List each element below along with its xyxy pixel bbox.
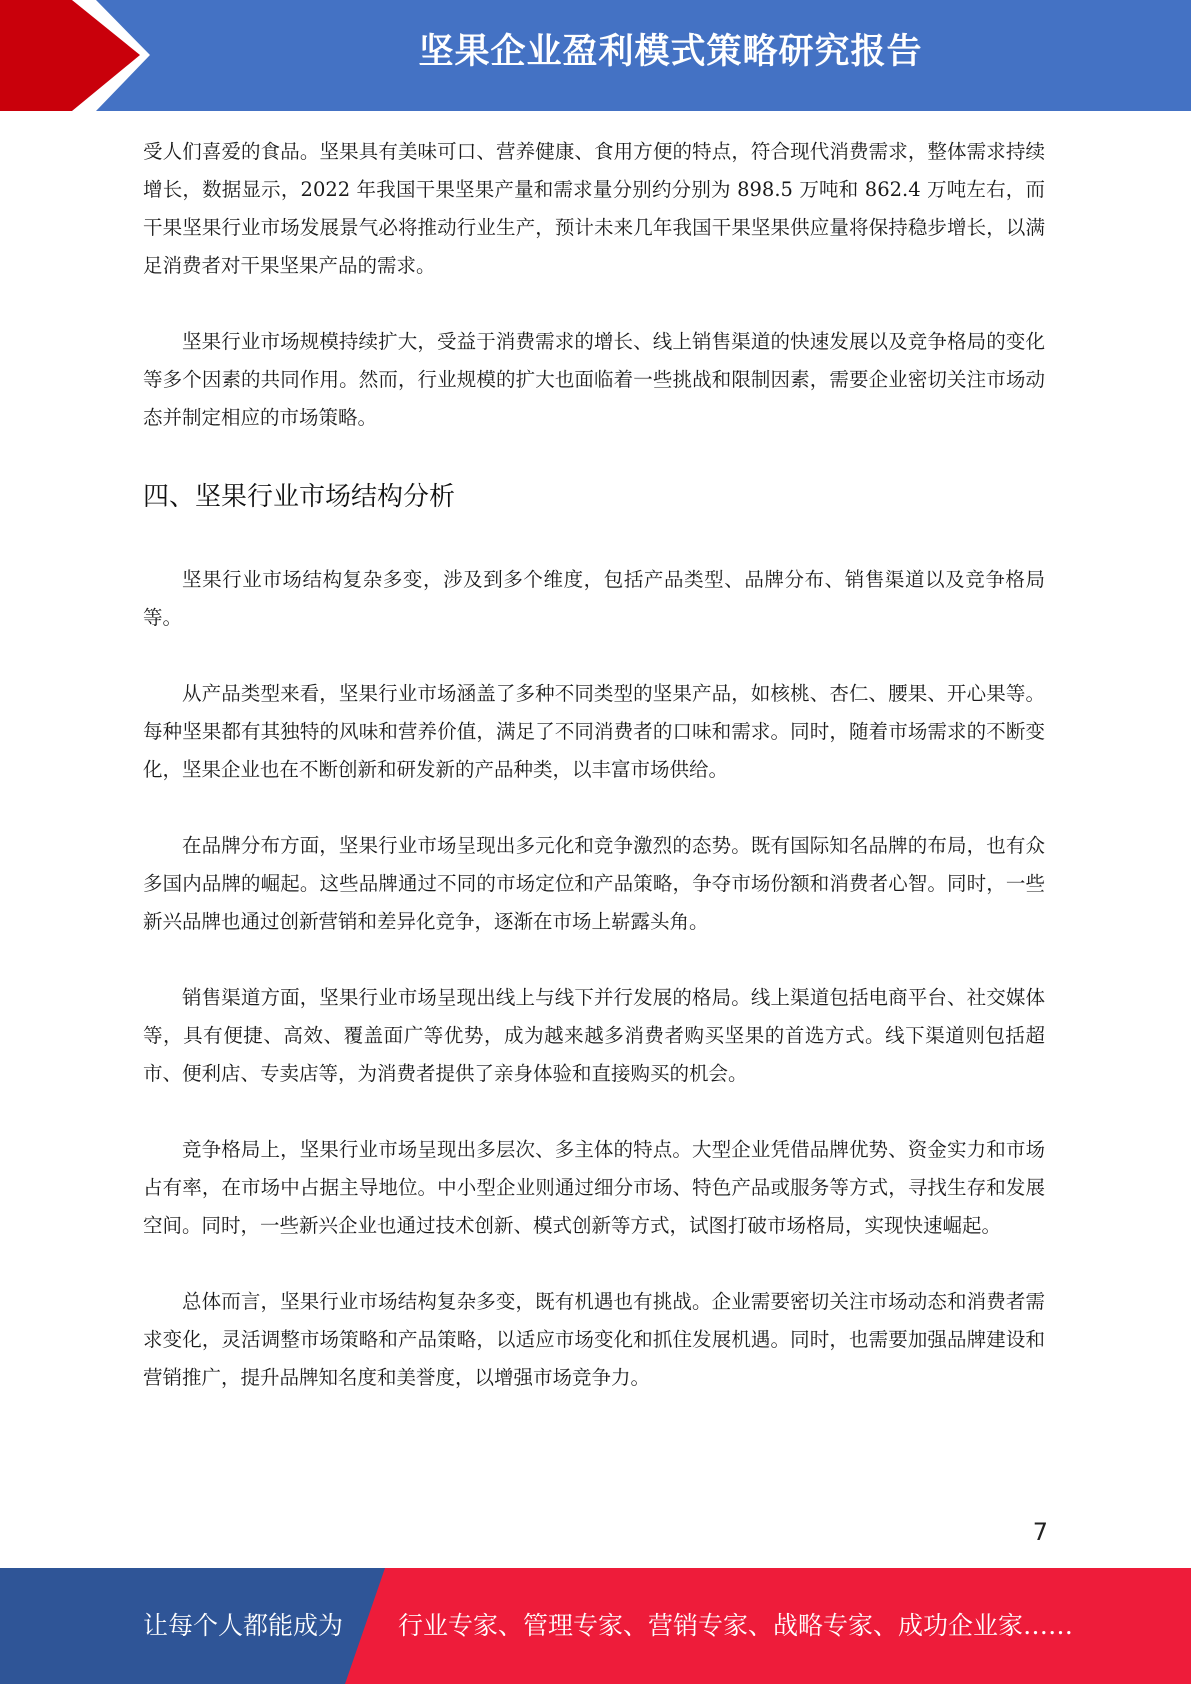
document-body <box>143 133 1045 1397</box>
page-number: 7 <box>1032 1518 1048 1546</box>
footer-slogan-right: 行业专家、管理专家、营销专家、战略专家、成功企业家…… <box>398 1611 1074 1640</box>
section-heading: 四、坚果行业市场结构分析 <box>143 482 456 512</box>
paragraph: 坚果行业市场结构复杂多变，涉及到多个维度，包括产品类型、品牌分布、销售渠道以及竞争格局等。 <box>143 568 1045 629</box>
paragraph: 销售渠道方面，坚果行业市场呈现出线上与线下并行发展的格局。线上渠道包括电商平台、社交媒体等，具有便捷、高效、覆盖面广等优势，成为越来越多消费者购买坚果的首选方式。线下渠道则包括超市、便利店、专卖店等，为消费者提供了亲身体验和直接购买的机会。 <box>143 986 1045 1085</box>
page-footer <box>0 1568 1191 1684</box>
paragraph: 从产品类型来看，坚果行业市场涵盖了多种不同类型的坚果产品，如核桃、杏仁、腰果、开心果等。每种坚果都有其独特的风味和营养价值，满足了不同消费者的口味和需求。同时，随着市场需求的不断变化，坚果企业也在不断创新和研发新的产品种类，以丰富市场供给。 <box>143 682 1045 781</box>
paragraph: 在品牌分布方面，坚果行业市场呈现出多元化和竞争激烈的态势。既有国际知名品牌的布局，也有众多国内品牌的崛起。这些品牌通过不同的市场定位和产品策略，争夺市场份额和消费者心智。同时，一些新兴品牌也通过创新营销和差异化竞争，逐渐在市场上崭露头角。 <box>143 834 1045 933</box>
paragraph: 总体而言，坚果行业市场结构复杂多变，既有机遇也有挑战。企业需要密切关注市场动态和消费者需求变化，灵活调整市场策略和产品策略，以适应市场变化和抓住发展机遇。同时，也需要加强品牌建设和营销推广，提升品牌知名度和美誉度，以增强市场竞争力。 <box>143 1290 1045 1389</box>
paragraph: 坚果行业市场规模持续扩大，受益于消费需求的增长、线上销售渠道的快速发展以及竞争格局的变化等多个因素的共同作用。然而，行业规模的扩大也面临着一些挑战和限制因素，需要企业密切关注市场动态并制定相应的市场策略。 <box>143 330 1045 429</box>
report-title: 坚果企业盈利模式策略研究报告 <box>418 32 923 72</box>
footer-slogan-left: 让每个人都能成为 <box>143 1611 344 1640</box>
page-header <box>0 0 1191 111</box>
paragraph: 受人们喜爱的食品。坚果具有美味可口、营养健康、食用方便的特点，符合现代消费需求，整体需求持续增长，数据显示，2022 年我国干果坚果产量和需求量分别约分别为 898.5 万吨和 862.4 万吨左右，而干果坚果行业市场发展景气必将推动行业生产，预计未来几年我国干果坚果供应量将保持稳步增长，以满足消费者对干果坚果产品的需求。 <box>143 140 1045 277</box>
paragraph: 竞争格局上，坚果行业市场呈现出多层次、多主体的特点。大型企业凭借品牌优势、资金实力和市场占有率，在市场中占据主导地位。中小型企业则通过细分市场、特色产品或服务等方式，寻找生存和发展空间。同时，一些新兴企业也通过技术创新、模式创新等方式，试图打破市场格局，实现快速崛起。 <box>143 1138 1045 1237</box>
